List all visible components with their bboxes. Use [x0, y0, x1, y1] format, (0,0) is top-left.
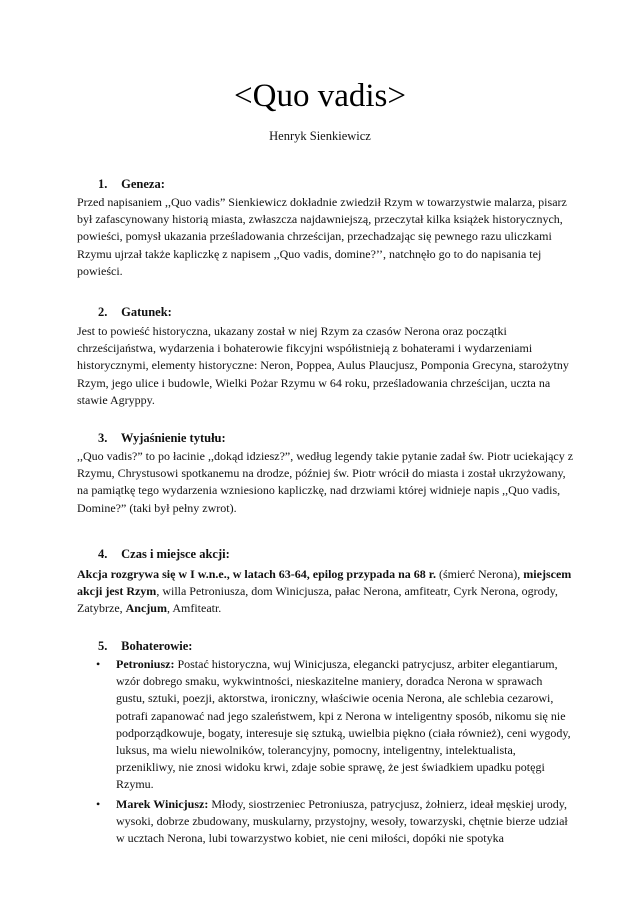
bullet-marker: •	[96, 796, 101, 811]
section-heading-characters	[98, 638, 192, 654]
section-text-time-place	[77, 566, 577, 618]
section-heading-genesis	[98, 176, 165, 192]
section-title: Wyjaśnienie tytułu:	[120, 431, 226, 445]
list-item	[94, 796, 574, 848]
section-text-genre: Jest to powieść historyczna, ukazany został w niej Rzym za czasów Nerona oraz początki chrześcijaństwa, wydarzenia i bohaterowie fikcyjni współistnieją z bohaterami i wydarzeniami historycznymi, elementy historyczne: Neron, Poppea, Aulus Plaucjusz, Pomponia Grecyna, starożytny Rzym, jego ulice i budowle, Wielki Pożar Rzymu w 64 roku, prześladowania chrześcijan, uczta na stawie Agryppy.	[77, 324, 569, 407]
section-number: 4.	[98, 547, 108, 561]
section-text-title-explanation: ,,Quo vadis?” to po łacinie ,,dokąd idziesz?”, według legendy takie pytanie zadał św. Piotr uciekający z Rzymu, Chrystusowi spotkanemu na drodze, później św. Piotr wrócił do miasta i został ukrzyżowany, na pamiątkę tego wydarzenia wzniesiono kapliczkę, nad drzwiami której widnieje napis ,,Quo vadis, Domine?” (taki był pełny zwrot).	[77, 449, 574, 515]
character-name: Petroniusz:	[116, 657, 175, 671]
plain-text: , willa Petroniusza, dom Winicjusza, pałac Nerona, amfiteatr, Cyrk Nerona, ogrody, Zatybrze,	[77, 584, 558, 616]
bold-text: Ancjum	[125, 601, 167, 616]
section-heading-time-place	[98, 546, 230, 562]
bold-text: miejscem akcji jest Rzym	[77, 567, 572, 599]
characters-list	[94, 656, 574, 849]
section-text-genesis: Przed napisaniem ,,Quo vadis” Sienkiewicz dokładnie zwiedził Rzym w towarzystwie malarza, pisarz był zafascynowany historią miasta, zwłaszcza najdawniejszą, przeczytał kilka książek historycznych, powieści, pomysł ukazania prześladowania chrześcijan, przechadzając się pewnego razu uliczkami Rzymu ujrzał także kapliczkę z napisem ,,Quo vadis, domine?’’, natchnęło go to do napisania tej powieści.	[77, 195, 567, 278]
plain-text: (śmierć Nerona),	[436, 567, 524, 581]
author-name: Henryk Sienkiewicz	[269, 129, 371, 143]
character-name: Marek Winicjusz:	[116, 796, 209, 811]
section-title: Bohaterowie:	[121, 639, 193, 653]
plain-text: , Amfiteatr.	[166, 601, 222, 616]
section-title: Czas i miejsce akcji:	[121, 547, 230, 561]
section-title: Geneza:	[121, 177, 165, 191]
section-heading-genre	[98, 304, 172, 320]
document-title: <Quo vadis>	[234, 78, 406, 114]
bold-text: Akcja rozgrywa się w I w.n.e., w latach 63-64, epilog przypada na 68 r.	[77, 567, 436, 581]
section-heading-title-explanation	[98, 430, 226, 446]
section-number: 5.	[98, 639, 108, 653]
section-number: 1.	[98, 177, 108, 191]
section-number: 2.	[98, 305, 108, 319]
character-description: Postać historyczna, wuj Winicjusza, elegancki patrycjusz, arbiter elegantiarum, wzór dobrego smaku, wykwintności, nieskazitelne maniery, doradca Nerona w sprawach gustu, sztuki, poezji, aktorstwa, ironiczny, właściwie ocenia Nerona, ale schlebia cezarowi, potrafi zapanować nad jego szaleństwem, kpi z Nerona w inteligentny sposób, nikomu się nie podporządkowuje, bogaty, interesuje się sztuką, uwielbia piękno (ciała również), ceni wygody, luksus, ma wielu niewolników, tolerancyjny, pomocny, inteligentny, intelektualista, przenikliwy, nie znosi widoku krwi, zdaje sobie sprawę, że jest świadkiem upadku potęgi Rzymu.	[116, 657, 571, 792]
character-description: Młody, siostrzeniec Petroniusza, patrycjusz, żołnierz, ideał męskiej urody, wysoki, dobrze zbudowany, muskularny, przystojny, wesoły, towarzyski, chętnie bierze udział w ucztach Nerona, lubi towarzystwo kobiet, nie ceni miłości, dopóki nie spotyka	[116, 796, 568, 846]
bullet-marker: •	[96, 657, 101, 671]
section-number: 3.	[98, 431, 108, 445]
list-item	[94, 656, 574, 794]
section-title: Gatunek:	[121, 305, 172, 319]
